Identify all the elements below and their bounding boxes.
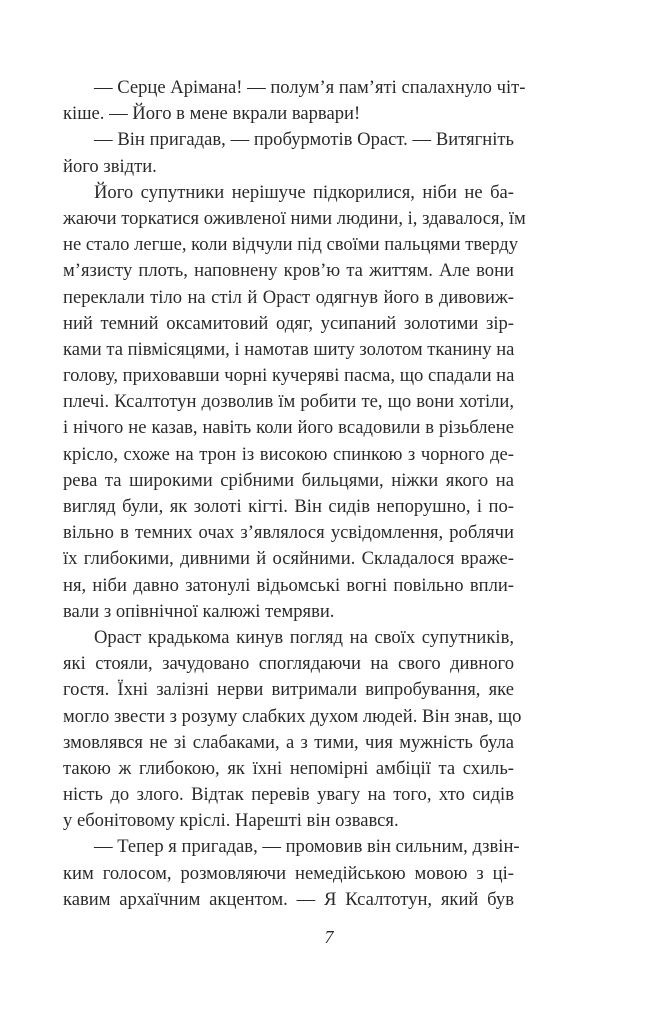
text-line: його звідти.	[63, 155, 157, 177]
text-line: їх глибокими, дивними й осяйними. Складалося враже-	[63, 548, 514, 570]
text-line: і нічого не казав, навіть коли його всадовили в різьблене	[63, 417, 514, 439]
page-number: 7	[324, 927, 334, 947]
text-line: кавим архаїчним акцентом. — Я Ксалтотун, який був	[63, 888, 514, 910]
page-body-text	[63, 75, 526, 913]
paragraph	[63, 625, 522, 835]
text-line: — Серце Арімана! — полум’я пам’яті спалахнуло чіт-	[94, 77, 526, 98]
text-line: крісло, схоже на трон із високою спинкою з чорного де-	[63, 443, 514, 465]
text-line: такою ж глибокою, як їхні непомірні амбіції та схиль-	[63, 757, 514, 779]
text-line: вільно в темних очах з’являлося усвідомлення, роблячи	[63, 522, 514, 544]
paragraph	[63, 127, 514, 179]
paragraph	[63, 834, 520, 913]
text-line: Ораст крадькома кинув погляд на своїх супутників,	[94, 626, 514, 648]
text-line: могло звести з розуму слабких духом людей. Він знав, що	[63, 705, 522, 727]
text-line: ким голосом, розмовляючи немедійською мовою з ці-	[63, 862, 514, 884]
text-line: голову, приховавши чорні кучеряві пасма, що спадали на	[63, 365, 515, 387]
text-line: у ебонітовому кріслі. Нарешті він озвався.	[63, 810, 399, 832]
text-line: рева та широкими срібними бильцями, ніжки якого на	[63, 469, 514, 491]
text-line: які стояли, зачудовано споглядаючи на свого дивного	[63, 653, 514, 675]
text-line: ний темний оксамитовий одяг, усипаний золотими зір-	[63, 312, 514, 334]
text-line: вигляд були, як золоті кігті. Він сидів непорушно, і по-	[63, 496, 514, 517]
text-line: ня, ніби давно затонулі відьомські вогні повільно впли-	[63, 574, 514, 596]
text-line: — Він пригадав, — пробурмотів Ораст. — Витягніть	[94, 129, 514, 151]
paragraph	[63, 180, 526, 625]
text-line: гостя. Їхні залізні нерви витримали випробування, яке	[63, 679, 514, 701]
text-line: переклали тіло на стіл й Ораст одягнув його в дивовиж-	[63, 286, 514, 308]
text-line: вали з опівнічної калюжі темряви.	[63, 600, 335, 622]
paragraph	[63, 75, 526, 127]
text-line: Його супутники нерішуче підкорилися, ніби не ба-	[94, 181, 514, 203]
text-line: — Тепер я пригадав, — промовив він сильним, дзвін-	[94, 836, 520, 858]
text-line: ність до злого. Відтак перевів увагу на того, хто сидів	[63, 784, 514, 806]
text-line: плечі. Ксалтотун дозволив їм робити те, що вони хотіли,	[63, 391, 514, 413]
text-line: не стало легше, коли відчули під своїми пальцями тверду	[63, 234, 519, 256]
text-line: м’язисту плоть, наповнену кров’ю та життям. Але вони	[63, 260, 514, 282]
text-line: кіше. — Його в мене вкрали варвари!	[63, 103, 361, 125]
text-line: жаючи торкатися оживленої ними людини, і, здавалося, їм	[63, 207, 526, 229]
text-line: змовлявся не зі слабаками, а з тими, чия мужність була	[63, 731, 514, 753]
text-line: ками та півмісяцями, і намотав шиту золотом тканину на	[63, 338, 515, 360]
